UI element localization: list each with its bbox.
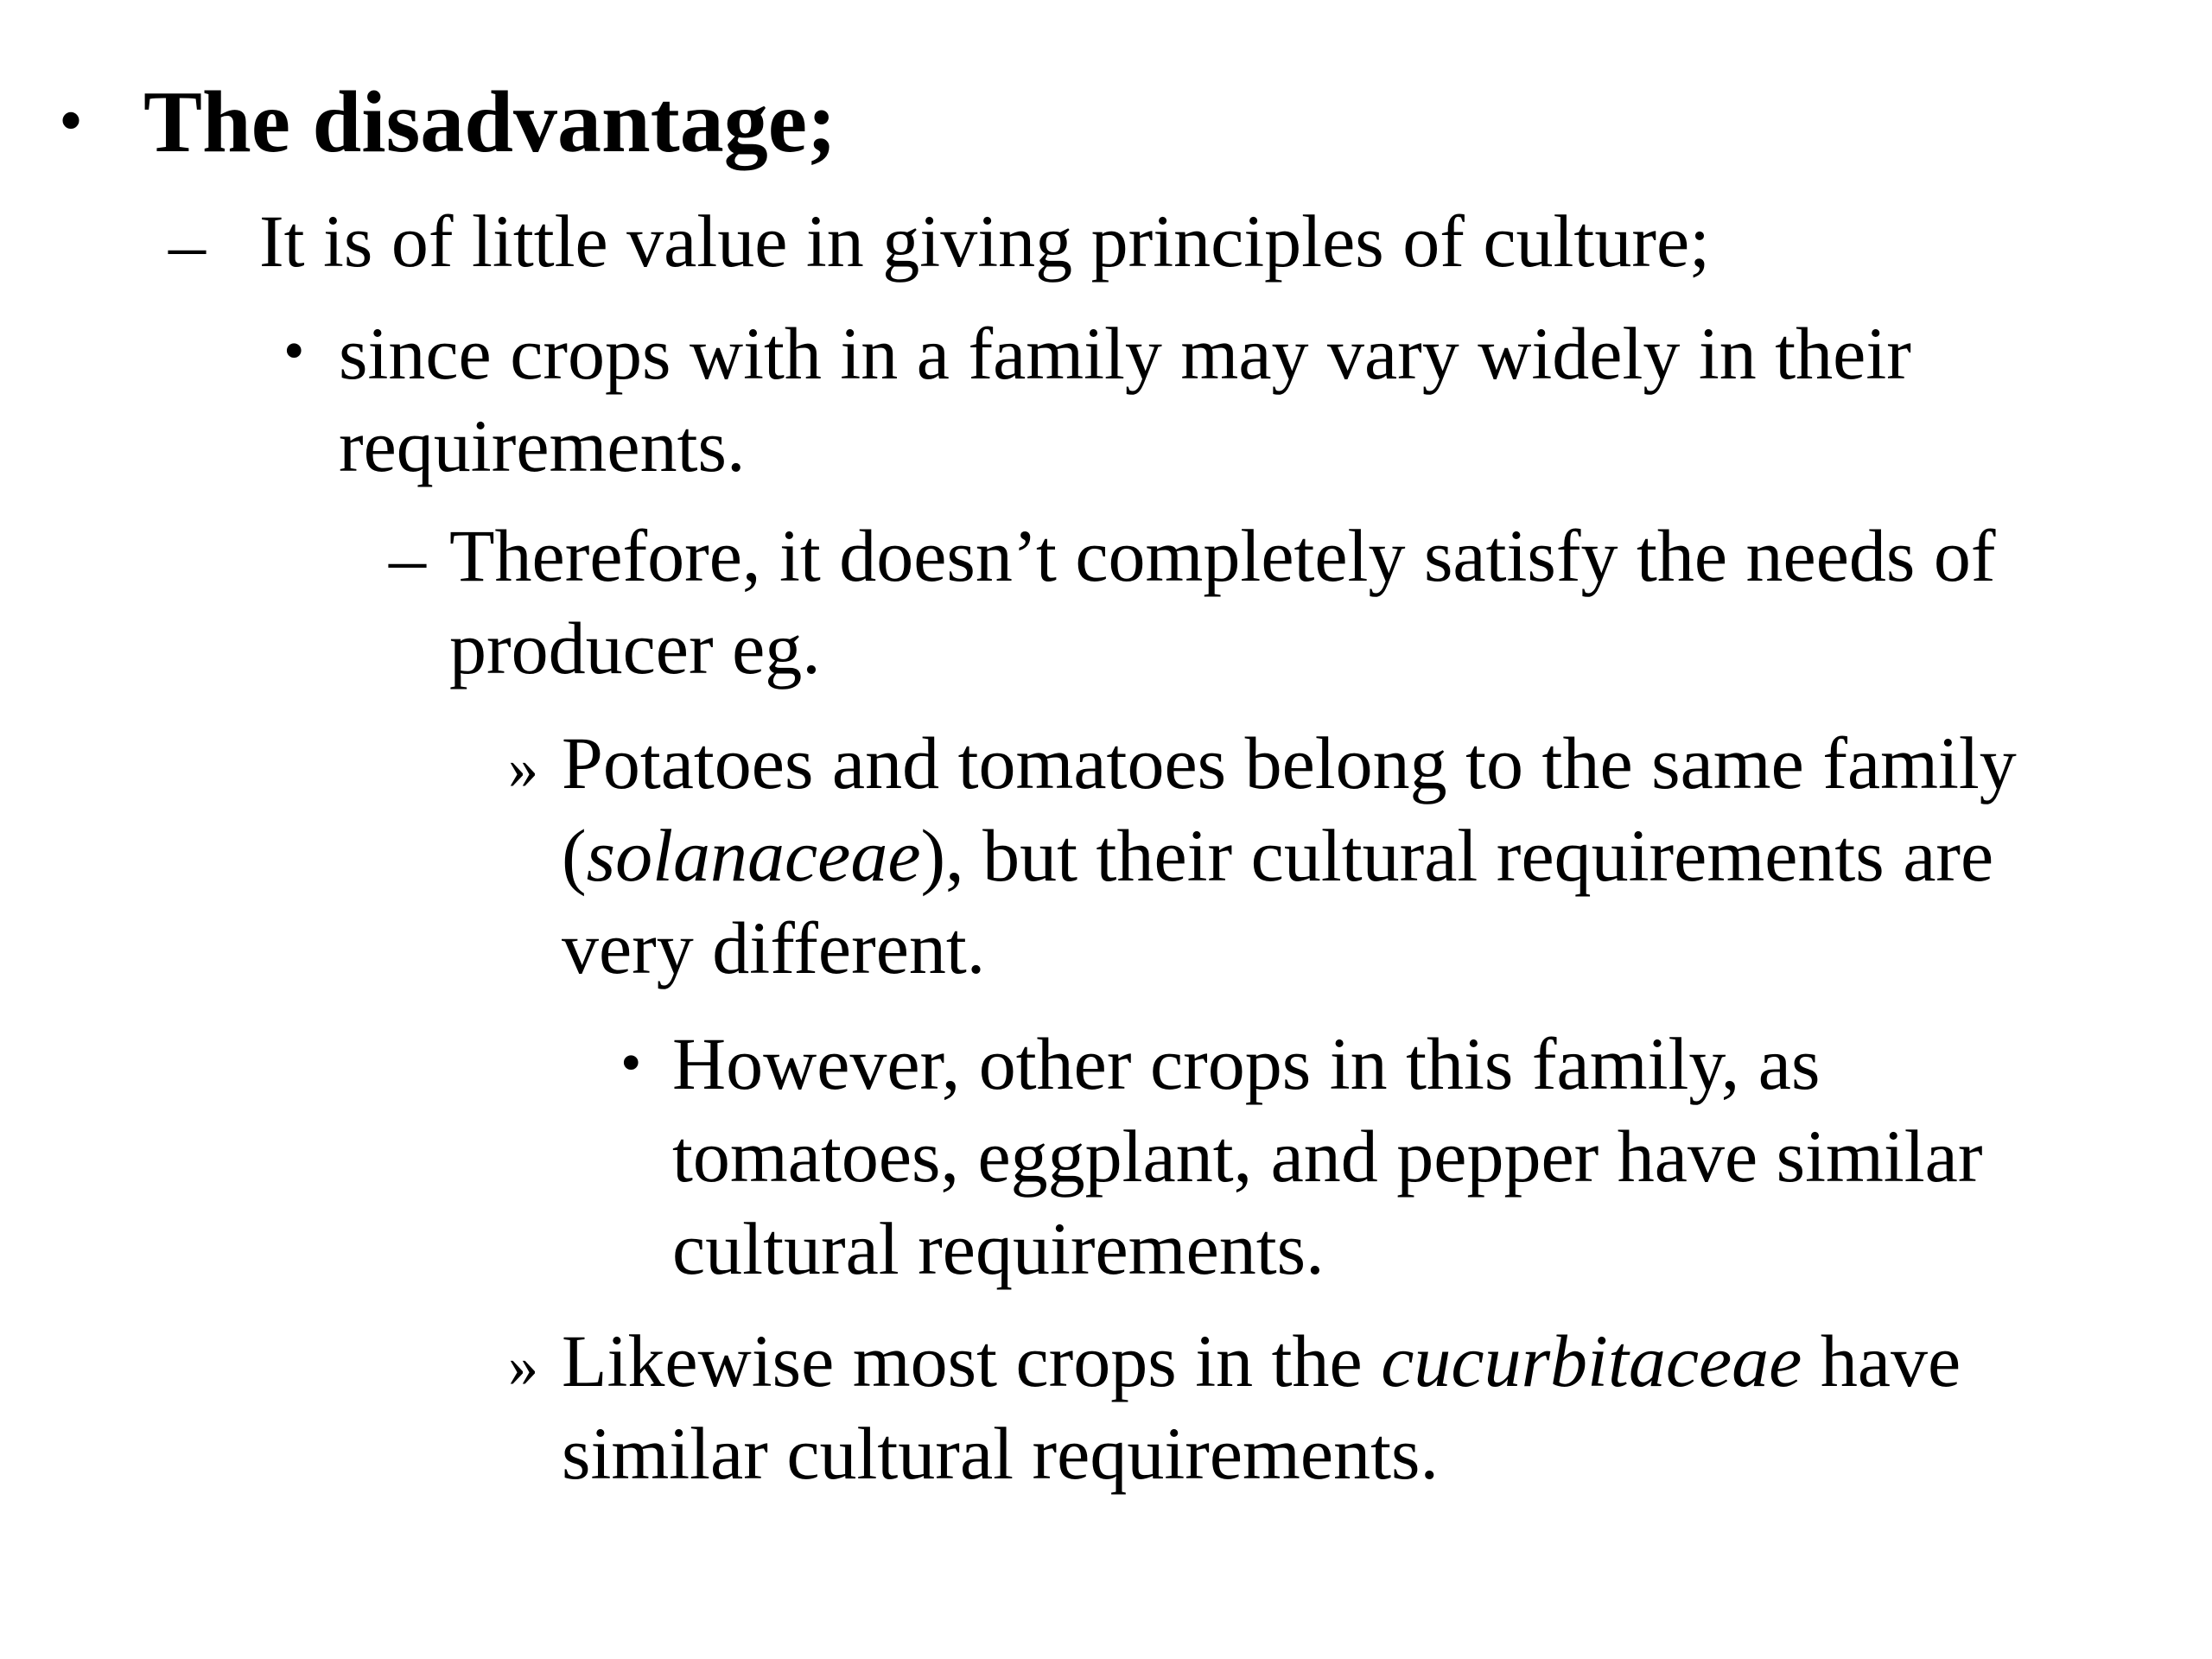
bullet-marker: •	[59, 83, 84, 159]
chevron-marker: »	[508, 1333, 538, 1400]
bullet-text: It is of little value in giving principles of culture;	[259, 200, 1711, 283]
family-name-cucurbitaceae: cucurbitaceae	[1381, 1319, 1802, 1402]
bullet-text: since crops with in a family may vary widely in their requirements.	[339, 312, 1911, 487]
dash-marker: –	[168, 203, 206, 286]
bullet-marker: •	[620, 1030, 642, 1096]
bullet-text: Therefore, it doesn’t completely satisfy the needs of producer eg.	[449, 514, 1996, 690]
chevron-marker: »	[508, 735, 538, 802]
family-name-solanaceae: solanaceae	[586, 814, 921, 897]
bullet-marker: •	[283, 318, 305, 385]
bullet-text: However, other crops in this family, as tomatoes, eggplant, and pepper have similar cultural requirements.	[672, 1022, 1983, 1290]
bullet-text: The disadvantage;	[143, 73, 836, 171]
bullet-text: Potatoes and tomatoes belong to the same family (solanaceae), but their cultural requirements are very different.	[562, 721, 2017, 989]
bullet-text: Likewise most crops in the cucurbitaceae have similar cultural requirements.	[562, 1319, 1961, 1495]
dash-marker: –	[389, 517, 426, 600]
